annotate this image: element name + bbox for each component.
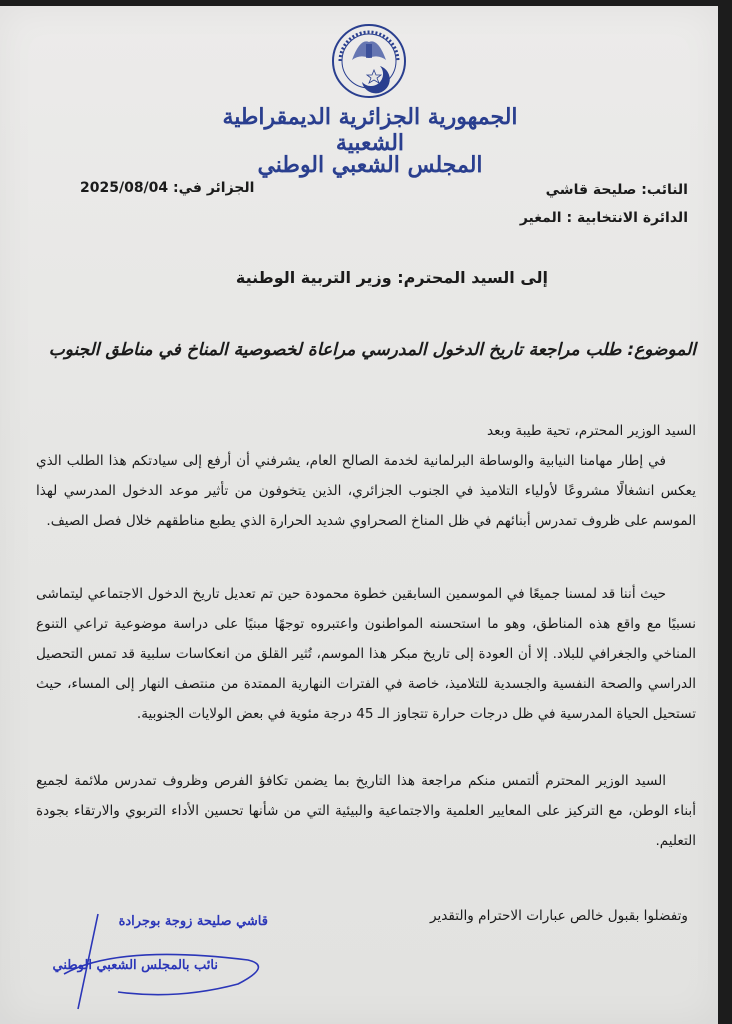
body-paragraph-3 xyxy=(36,766,696,856)
stamp-name: قاشي صليحة زوجة بوجرادة xyxy=(118,914,268,929)
body-paragraph-2 xyxy=(36,579,696,729)
greeting xyxy=(36,416,696,446)
stamp-title: نائب بالمجلس الشعبي الوطني xyxy=(52,958,218,973)
sender-constituency: الدائرة الانتخابية : المغير xyxy=(519,210,688,226)
paragraph-text: السيد الوزير المحترم ألتمس منكم مراجعة هذا التاريخ بما يضمن تكافؤ الفرص وظروف تمدرس ملائمة لجميع أبناء الوطن، مع التركيز على المعايير العلمية والاجتماعية والبيئية التي من شأنها تحسين الأداء التربوي والارتقاء بجودة التعليم. xyxy=(36,773,696,849)
sender-deputy: النائب: صليحة قاشي xyxy=(545,182,688,198)
signature-stamp xyxy=(52,904,278,1014)
paragraph-text: حيث أننا قد لمسنا جميعًا في الموسمين السابقين خطوة محمودة حين تم تعديل تاريخ الدخول الاجتماعي ليتماشى نسبيًا مع واقع هذه المناطق، وهو ما استحسنه المواطنون واعتبروه توجهًا مبنيًا على دراسة موضوعية تراعي التنوع المناخي والجغرافي للبلاد. إلا أن العودة إلى تاريخ مبكر هذا الموسم، تُثير القلق من انعكاسات سلبية قد تمس التحصيل الدراسي والصحة النفسية والجسدية للتلاميذ، خاصة في الفترات النهارية الممتدة من منتصف النهار إلى المساء، حيث تستحيل الحياة المدرسية في ظل درجات حرارة تتجاوز الـ 45 درجة مئوية في بعض الولايات الجنوبية. xyxy=(36,586,696,722)
letterhead-country: الجمهورية الجزائرية الديمقراطية الشعبية xyxy=(222,104,518,156)
letter-page xyxy=(0,6,718,1024)
sender-block xyxy=(520,176,688,232)
recipient: إلى السيد المحترم: وزير التربية الوطنية xyxy=(235,268,548,287)
greeting-text: السيد الوزير المحترم، تحية طيبة وبعد xyxy=(487,423,696,439)
place-date: الجزائر في: 2025/08/04 xyxy=(80,180,255,196)
body-paragraph-1 xyxy=(36,446,696,536)
letterhead-institution: المجلس الشعبي الوطني xyxy=(257,152,483,178)
closing-line: وتفضلوا بقبول خالص عبارات الاحترام والتقدير xyxy=(429,908,688,924)
subject-line: الموضوع: طلب مراجعة تاريخ الدخول المدرسي مراعاة لخصوصية المناخ في مناطق الجنوب xyxy=(48,340,696,360)
paragraph-text: في إطار مهامنا النيابية والوساطة البرلمانية لخدمة الصالح العام، يشرفني أن أرفع إلى سيادتكم هذا الطلب الذي يعكس انشغالًا مشروعًا لأولياء التلاميذ في الجنوب الجزائري، الذين يتخوفون من تأثير موعد الدخول المدرسي لهذا الموسم على ظروف تمدرس أبنائهم في ظل المناخ الصحراوي شديد الحرارة الذي يطبع مناطقهم خلال فصل الصيف. xyxy=(36,453,696,529)
algeria-national-emblem-icon xyxy=(330,20,408,102)
